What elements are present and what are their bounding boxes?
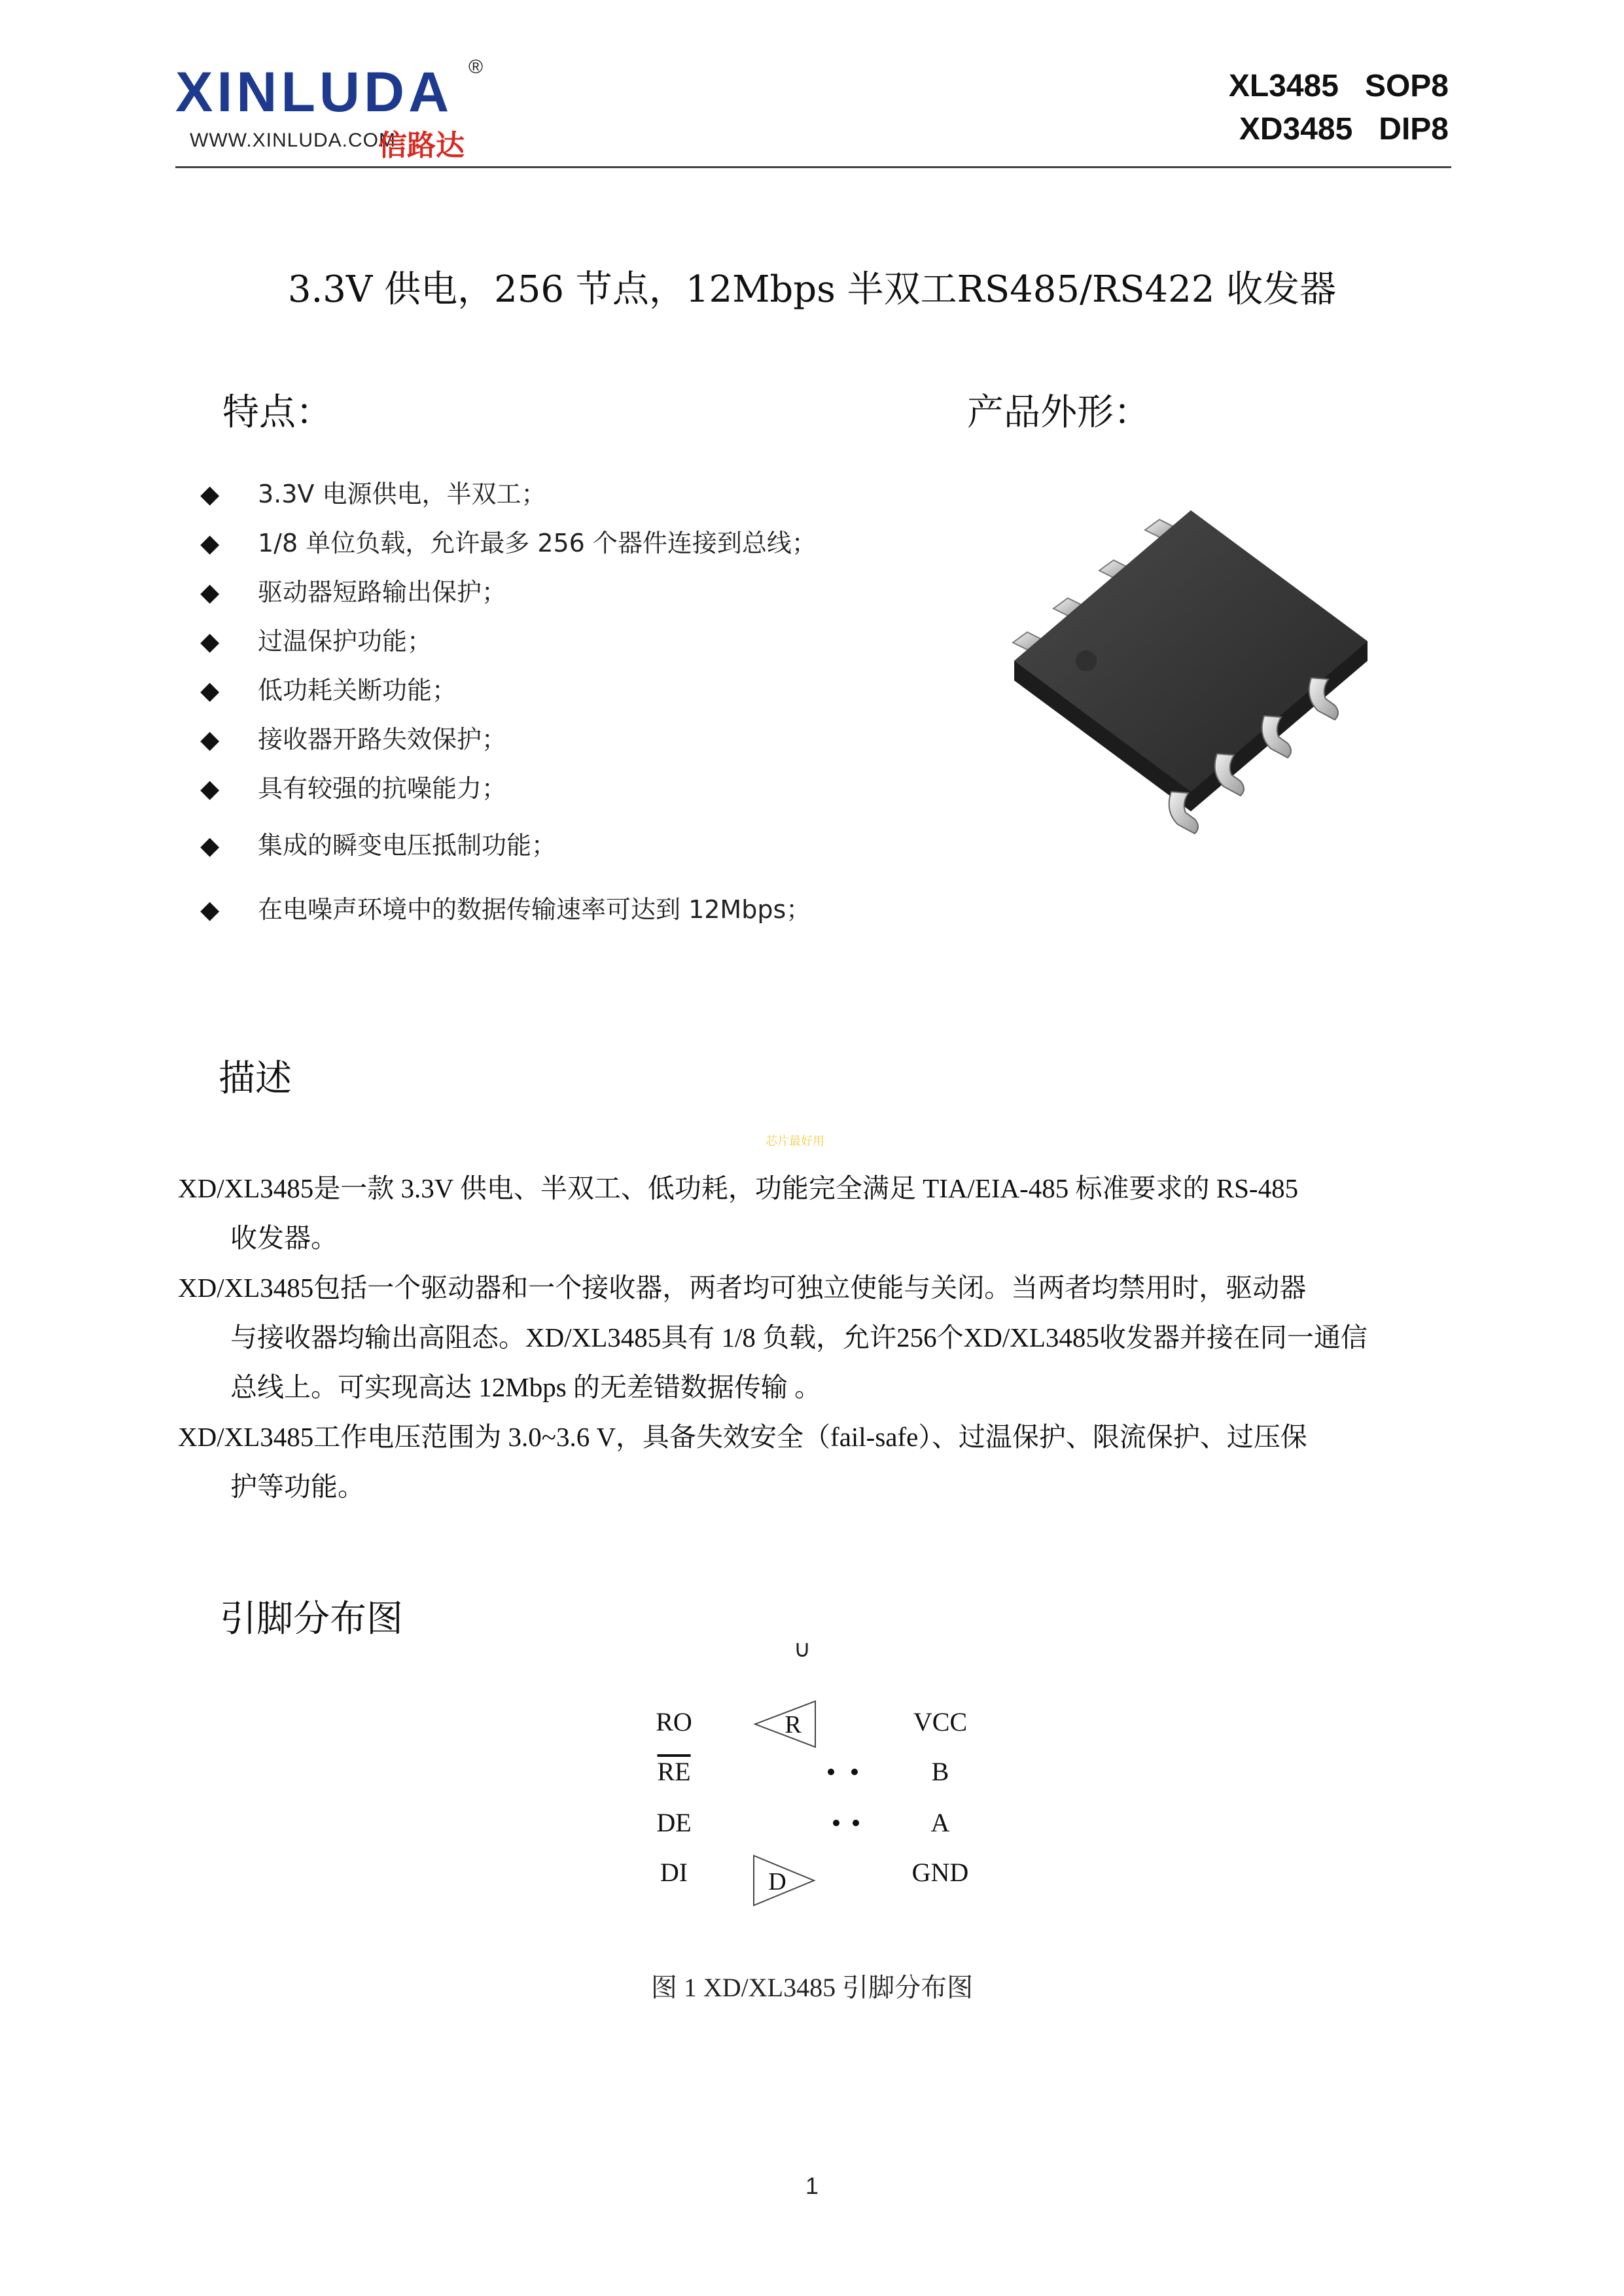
model-dip8: XD3485 DIP8 — [1239, 112, 1449, 147]
feature-list — [200, 470, 920, 942]
description-line: 总线上。可实现高达 12Mbps 的无差错数据传输 。 — [230, 1372, 822, 1402]
package-heading: 产品外形： — [967, 391, 1150, 434]
feature-item: ◆ 过温保护功能； — [200, 617, 920, 666]
connection-dot — [851, 1769, 858, 1775]
diamond-bullet-icon: ◆ — [200, 774, 220, 803]
feature-item: ◆ 在电噪声环境中的数据传输速率可达到 12Mbps； — [200, 877, 920, 942]
description-body — [178, 1163, 1460, 1511]
receiver-label: R — [785, 1711, 802, 1739]
feature-item: ◆ 具有较强的抗噪能力； — [200, 764, 920, 813]
diamond-bullet-icon: ◆ — [200, 831, 220, 860]
diamond-bullet-icon: ◆ — [200, 895, 220, 924]
connection-dot — [828, 1769, 834, 1775]
logo-chinese-name: 信路达 — [378, 129, 465, 162]
logo-text: XINLUDA — [175, 61, 453, 124]
feature-item: ◆ 1/8 单位负载，允许最多 256 个器件连接到总线； — [200, 519, 920, 568]
connection-dot — [833, 1820, 839, 1826]
logo-url: WWW.XINLUDA.COM — [190, 130, 396, 151]
diamond-bullet-icon: ◆ — [200, 480, 220, 508]
watermark: 芯片最好用 — [766, 1135, 824, 1148]
document-title: 3.3V 供电，256 节点，12Mbps 半双工RS485/RS422 收发器 — [287, 268, 1337, 311]
diamond-bullet-icon: ◆ — [200, 676, 220, 705]
pin-ro: RO — [656, 1707, 692, 1737]
diamond-bullet-icon: ◆ — [200, 578, 220, 607]
model-sop8: XL3485 SOP8 — [1228, 69, 1449, 103]
feature-item: ◆ 驱动器短路输出保护； — [200, 568, 920, 617]
pin-vcc: VCC — [913, 1707, 968, 1737]
transceiver-symbols — [746, 1695, 864, 1917]
feature-item: ◆ 集成的瞬变电压抵制功能； — [200, 813, 920, 877]
description-heading: 描述 — [219, 1057, 292, 1100]
pin-a: A — [930, 1808, 950, 1837]
description-line: XD/XL3485是一款 3.3V 供电、半双工、低功耗，功能完全满足 TIA/EIA-485 标准要求的 RS-485 — [178, 1173, 1299, 1203]
registered-mark: ® — [468, 56, 484, 78]
pin-gnd: GND — [911, 1858, 969, 1887]
diamond-bullet-icon: ◆ — [200, 627, 220, 656]
pin-di: DI — [660, 1858, 688, 1887]
diamond-bullet-icon: ◆ — [200, 725, 220, 754]
pin-de: DE — [656, 1808, 692, 1837]
figure-caption: 图 1 XD/XL3485 引脚分布图 — [650, 1973, 974, 2002]
package-notch-icon: ∪ — [794, 1636, 811, 1663]
description-line: 收发器。 — [230, 1223, 338, 1253]
header-divider — [175, 166, 1451, 168]
description-line: 与接收器均输出高阻态。XD/XL3485具有 1/8 负载，允许256个XD/XL3485收发器并接在同一通信 — [230, 1322, 1368, 1352]
pin-b: B — [931, 1757, 949, 1786]
description-line: 护等功能。 — [230, 1472, 364, 1502]
description-line: XD/XL3485工作电压范围为 3.0~3.6 V，具备失效安全（fail-safe）、过温保护、限流保护、过压保 — [178, 1422, 1307, 1452]
page-number: 1 — [805, 2172, 819, 2199]
driver-label: D — [768, 1868, 786, 1896]
sop8-package-image — [975, 497, 1394, 838]
feature-item: ◆ 低功耗关断功能； — [200, 666, 920, 715]
feature-item: ◆ 接收器开路失效保护； — [200, 715, 920, 764]
feature-item: ◆ 3.3V 电源供电，半双工； — [200, 470, 920, 519]
diamond-bullet-icon: ◆ — [200, 529, 220, 557]
features-heading: 特点： — [222, 391, 332, 434]
pinout-heading: 引脚分布图 — [220, 1598, 403, 1640]
connection-dot — [853, 1820, 859, 1826]
description-line: XD/XL3485包括一个驱动器和一个接收器，两者均可独立使能与关闭。当两者均禁用时，驱动器 — [178, 1273, 1307, 1303]
pin-re: $\overline{RE}$ — [657, 1757, 691, 1786]
